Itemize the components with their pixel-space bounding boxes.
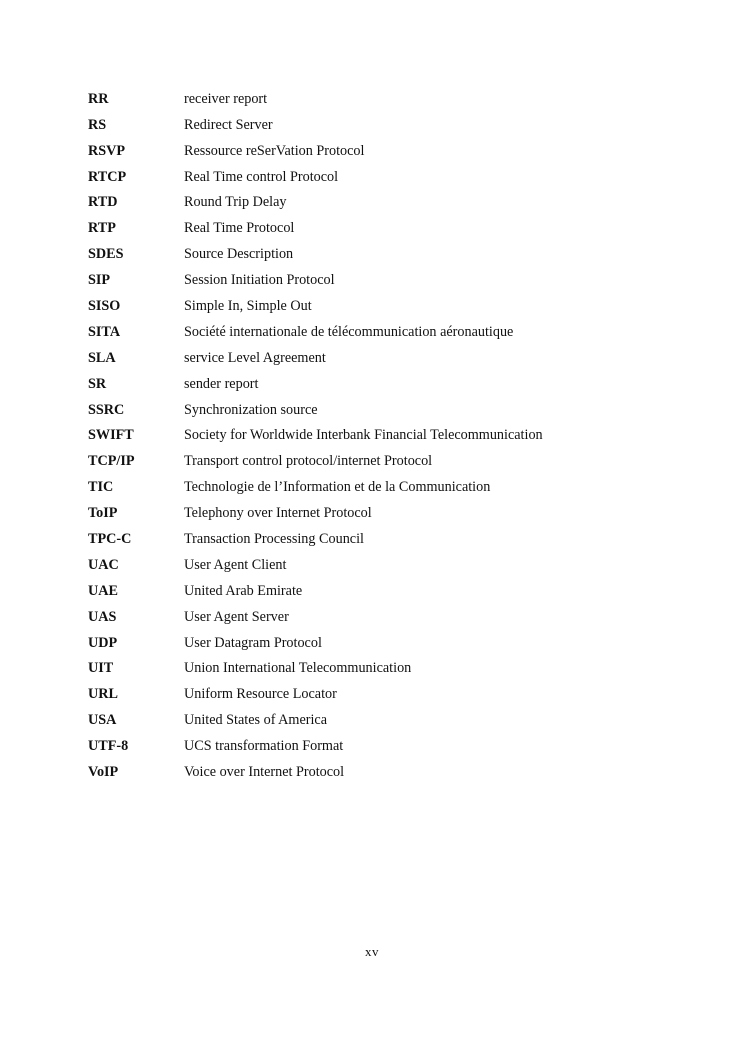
- abbreviation-term: UIT: [88, 660, 114, 677]
- abbreviation-row: [88, 733, 688, 759]
- abbreviation-term: SDES: [88, 246, 124, 263]
- abbreviation-definition: Technologie de l’Information et de la Communication: [184, 479, 491, 496]
- abbreviation-term: RSVP: [88, 142, 126, 159]
- abbreviation-row: [88, 448, 688, 474]
- abbreviation-definition: Telephony over Internet Protocol: [184, 505, 372, 522]
- abbreviation-definition: Société internationale de télécommunication aéronautique: [184, 323, 514, 340]
- abbreviation-term: SWIFT: [88, 427, 134, 444]
- abbreviation-definition: Redirect Server: [184, 116, 273, 133]
- abbreviation-row: [88, 474, 688, 500]
- abbreviation-term: RR: [88, 90, 109, 107]
- abbreviation-row: [88, 241, 688, 267]
- abbreviation-term: SSRC: [88, 401, 125, 418]
- abbreviation-term: SIP: [88, 272, 111, 289]
- abbreviation-term: SITA: [88, 323, 121, 340]
- abbreviation-row: [88, 423, 688, 449]
- abbreviation-term: UAC: [88, 556, 119, 573]
- abbreviation-row: [88, 86, 688, 112]
- abbreviation-row: [88, 215, 688, 241]
- abbreviation-row: [88, 267, 688, 293]
- abbreviation-row: [88, 138, 688, 164]
- abbreviation-term: RS: [88, 116, 107, 133]
- abbreviation-definition: UCS transformation Format: [184, 738, 344, 755]
- abbreviation-definition: Ressource reSerVation Protocol: [184, 142, 365, 159]
- abbreviation-row: [88, 656, 688, 682]
- abbreviation-row: [88, 759, 688, 785]
- abbreviation-definition: United States of America: [184, 712, 328, 729]
- abbreviation-term: RTD: [88, 194, 118, 211]
- abbreviation-definition: Society for Worldwide Interbank Financial Telecommunication: [184, 427, 543, 444]
- abbreviation-term: TCP/IP: [88, 453, 135, 470]
- abbreviation-row: [88, 371, 688, 397]
- abbreviation-term: TPC-C: [88, 530, 132, 547]
- abbreviation-term: RTCP: [88, 168, 127, 185]
- abbreviation-term: UAS: [88, 608, 117, 625]
- abbreviation-row: [88, 190, 688, 216]
- abbreviation-definition: United Arab Emirate: [184, 582, 303, 599]
- abbreviation-term: URL: [88, 686, 118, 703]
- abbreviation-definition: sender report: [184, 375, 259, 392]
- abbreviation-definition: receiver report: [184, 90, 268, 107]
- abbreviation-term: SISO: [88, 297, 121, 314]
- abbreviation-term: UTF-8: [88, 738, 129, 755]
- abbreviation-row: [88, 112, 688, 138]
- abbreviation-term: ToIP: [88, 505, 118, 522]
- abbreviation-definition: Real Time control Protocol: [184, 168, 339, 185]
- abbreviation-definition: User Agent Client: [184, 556, 287, 573]
- abbreviation-row: [88, 164, 688, 190]
- abbreviation-definition: Session Initiation Protocol: [184, 272, 335, 289]
- abbreviation-definition: Transaction Processing Council: [184, 530, 364, 547]
- abbreviation-definition: User Agent Server: [184, 608, 289, 625]
- abbreviation-definition: User Datagram Protocol: [184, 634, 322, 651]
- abbreviation-definition: Union International Telecommunication: [184, 660, 412, 677]
- abbreviation-definition: Real Time Protocol: [184, 220, 295, 237]
- abbreviation-row: [88, 604, 688, 630]
- abbreviation-row: [88, 681, 688, 707]
- abbreviation-list: [88, 86, 688, 785]
- page-number: xv: [365, 944, 379, 959]
- abbreviation-term: VoIP: [88, 764, 119, 780]
- abbreviation-term: USA: [88, 712, 117, 729]
- abbreviation-term: TIC: [88, 479, 114, 496]
- abbreviation-definition: Voice over Internet Protocol: [184, 764, 345, 780]
- abbreviation-definition: service Level Agreement: [184, 349, 326, 366]
- abbreviation-term: RTP: [88, 220, 116, 237]
- abbreviation-row: [88, 500, 688, 526]
- abbreviation-term: SR: [88, 375, 107, 392]
- abbreviation-row: [88, 397, 688, 423]
- abbreviation-term: SLA: [88, 349, 116, 366]
- abbreviation-definition: Simple In, Simple Out: [184, 297, 312, 314]
- abbreviation-row: [88, 293, 688, 319]
- abbreviation-definition: Source Description: [184, 246, 294, 263]
- abbreviation-row: [88, 319, 688, 345]
- abbreviation-definition: Round Trip Delay: [184, 194, 287, 211]
- abbreviation-row: [88, 630, 688, 656]
- abbreviation-row: [88, 552, 688, 578]
- abbreviation-definition: Uniform Resource Locator: [184, 686, 337, 703]
- abbreviation-term: UDP: [88, 634, 118, 651]
- abbreviation-row: [88, 526, 688, 552]
- abbreviation-row: [88, 578, 688, 604]
- abbreviation-definition: Transport control protocol/internet Protocol: [184, 453, 433, 470]
- abbreviation-definition: Synchronization source: [184, 401, 318, 418]
- abbreviation-term: UAE: [88, 582, 118, 599]
- abbreviation-row: [88, 707, 688, 733]
- abbreviation-row: [88, 345, 688, 371]
